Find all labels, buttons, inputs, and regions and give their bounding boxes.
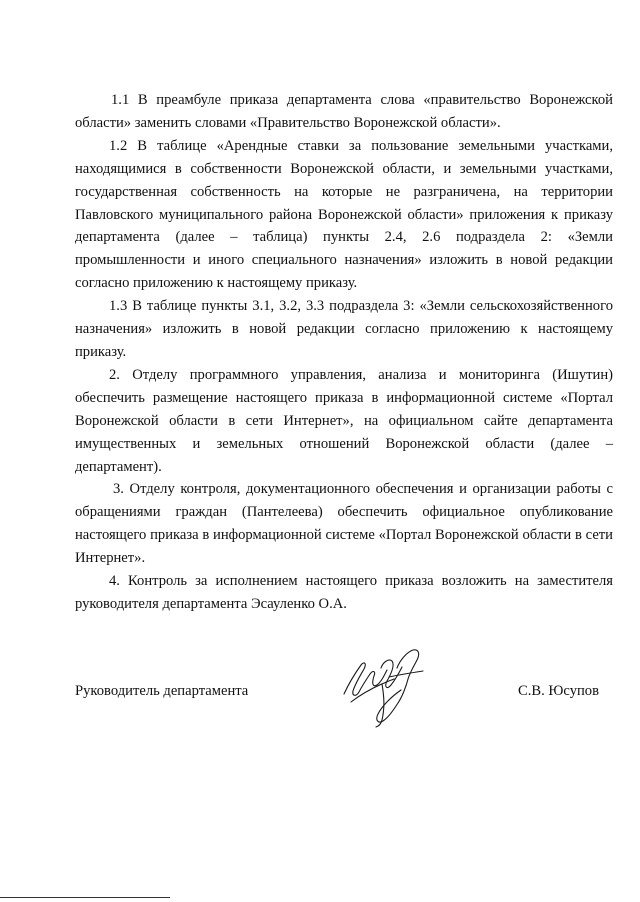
paragraph-1-1: 1.1 В преамбуле приказа департамента слова «правительство Воронежской области» заменить словами «Правительство Воронежской области». — [75, 92, 613, 131]
paragraph-4: 4. Контроль за исполнением настоящего приказа возложить на заместителя руководителя департамента Эсауленко О.А. — [75, 573, 613, 612]
paragraph-1-2: 1.2 В таблице «Арендные ставки за пользование земельными участками, находящимися в собственности Воронежской области, и земельными участками, государственная собственность на которые не разграничена, на территории Павловского муниципального района Воронежской области» приложения к приказу департамента (далее – таблица) пункты 2.4, 2.6 подраздела 2: «Земли промышленности и иного специального назначения» изложить в новой редакции согласно приложению к настоящему приказу. — [75, 137, 613, 292]
signer-name: С.В. Юсупов — [518, 683, 599, 699]
signer-title: Руководитель департамента — [75, 683, 249, 699]
signature-block — [75, 679, 613, 703]
paragraph-3: 3. Отделу контроля, документационного обеспечения и организации работы с обращениями граждан (Пантелеева) обеспечить официальное опубликование настоящего приказа в информационной системе «Портал Воронежской области в сети Интернет». — [75, 481, 613, 567]
paragraph-1-3: 1.3 В таблице пункты 3.1, 3.2, 3.3 подраздела 3: «Земли сельскохозяйственного назначения» изложить в новой редакции согласно приложению к настоящему приказу. — [75, 298, 613, 360]
document-body — [75, 89, 613, 616]
bottom-divider — [0, 897, 170, 898]
paragraph-2: 2. Отделу программного управления, анализа и мониторинга (Ишутин) обеспечить размещение настоящего приказа в информационной системе «Портал Воронежской области в сети Интернет», на официальном сайте департамента имущественных и земельных отношений Воронежской области (далее – департамент). — [75, 366, 613, 475]
